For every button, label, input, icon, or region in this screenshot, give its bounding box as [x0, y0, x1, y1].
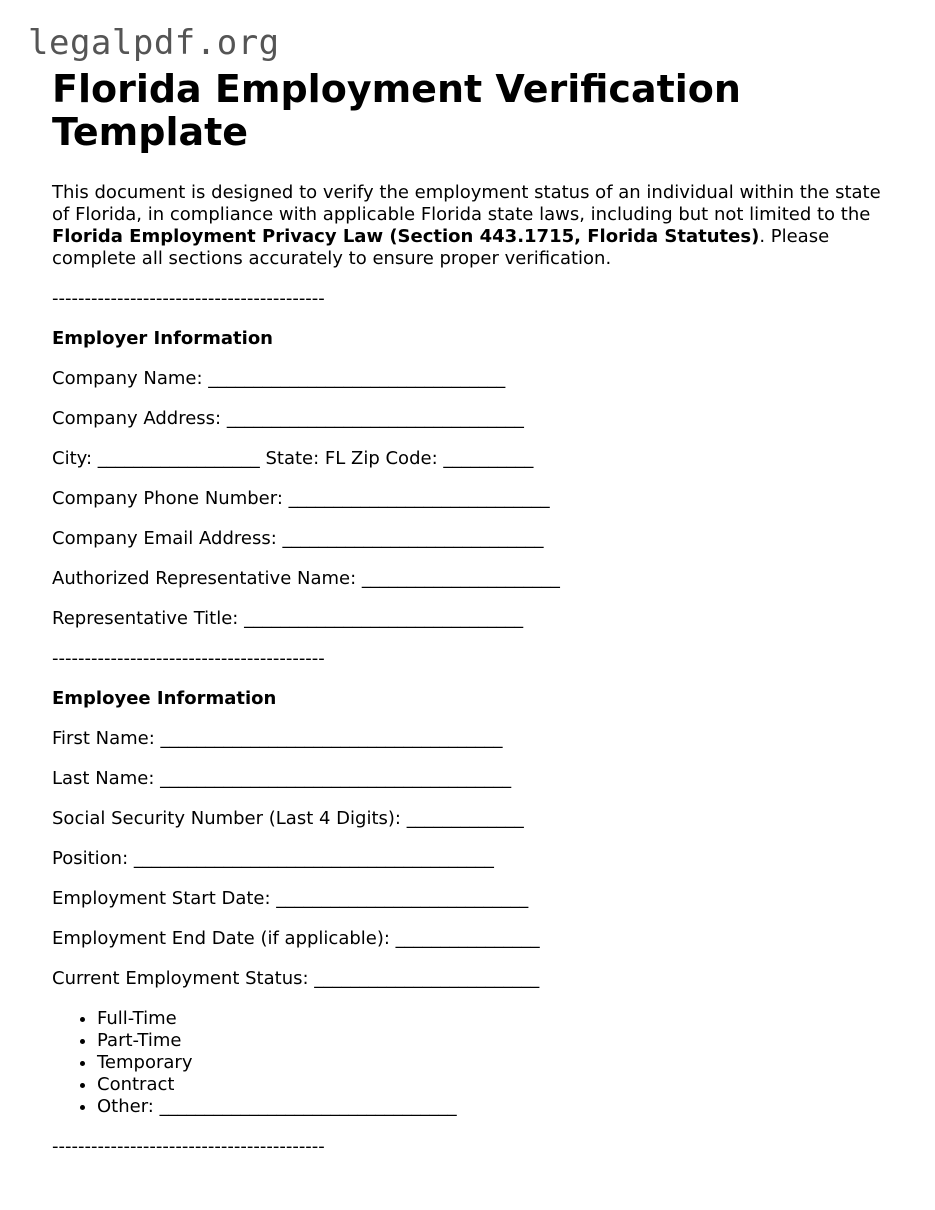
employment-status-options: [52, 1008, 882, 1118]
company-phone-field[interactable]: Company Phone Number: _____________________________: [52, 488, 550, 509]
employer-section-heading: Employer Information: [52, 328, 274, 349]
company-name-field[interactable]: Company Name: _________________________________: [52, 368, 506, 389]
status-option[interactable]: • Temporary: [97, 1052, 882, 1074]
city-state-zip-field[interactable]: City: __________________ State: FL Zip Code: __________: [52, 448, 534, 469]
company-address-field[interactable]: Company Address: _________________________________: [52, 408, 524, 429]
employee-section-heading: Employee Information: [52, 688, 277, 709]
employment-end-date-field[interactable]: Employment End Date (if applicable): ________________: [52, 928, 540, 949]
intro-text-start: This document is designed to verify the employment status of an individual within the state of Florida, in compliance with applicable Florida state laws, including but not limited to the: [52, 182, 881, 225]
separator: ------------------------------------------: [52, 648, 325, 669]
status-option[interactable]: • Part-Time: [97, 1030, 882, 1052]
intro-text-end: . Please complete all sections accurately to ensure proper verification.: [52, 226, 830, 269]
separator: ------------------------------------------: [52, 1136, 325, 1157]
employment-start-date-field[interactable]: Employment Start Date: ____________________________: [52, 888, 529, 909]
page-title: Florida Employment Verification Template: [52, 67, 741, 154]
first-name-field[interactable]: First Name: ______________________________________: [52, 728, 503, 749]
separator: ------------------------------------------: [52, 288, 325, 309]
status-option[interactable]: • Contract: [97, 1074, 882, 1096]
representative-title-field[interactable]: Representative Title: _______________________________: [52, 608, 524, 629]
company-email-field[interactable]: Company Email Address: _____________________________: [52, 528, 544, 549]
status-option[interactable]: • Other: _________________________________: [97, 1096, 882, 1118]
employment-status-field[interactable]: Current Employment Status: _________________________: [52, 968, 540, 989]
intro-law-reference: Florida Employment Privacy Law (Section 443.1715, Florida Statutes): [52, 226, 760, 247]
position-field[interactable]: Position: ________________________________________: [52, 848, 494, 869]
document-body: [52, 68, 882, 1158]
representative-name-field[interactable]: Authorized Representative Name: ______________________: [52, 568, 560, 589]
ssn-last4-field[interactable]: Social Security Number (Last 4 Digits): _____________: [52, 808, 524, 829]
watermark: legalpdf.org: [28, 23, 280, 63]
intro-paragraph: [52, 182, 882, 270]
last-name-field[interactable]: Last Name: _______________________________________: [52, 768, 512, 789]
status-option[interactable]: • Full-Time: [97, 1008, 882, 1030]
